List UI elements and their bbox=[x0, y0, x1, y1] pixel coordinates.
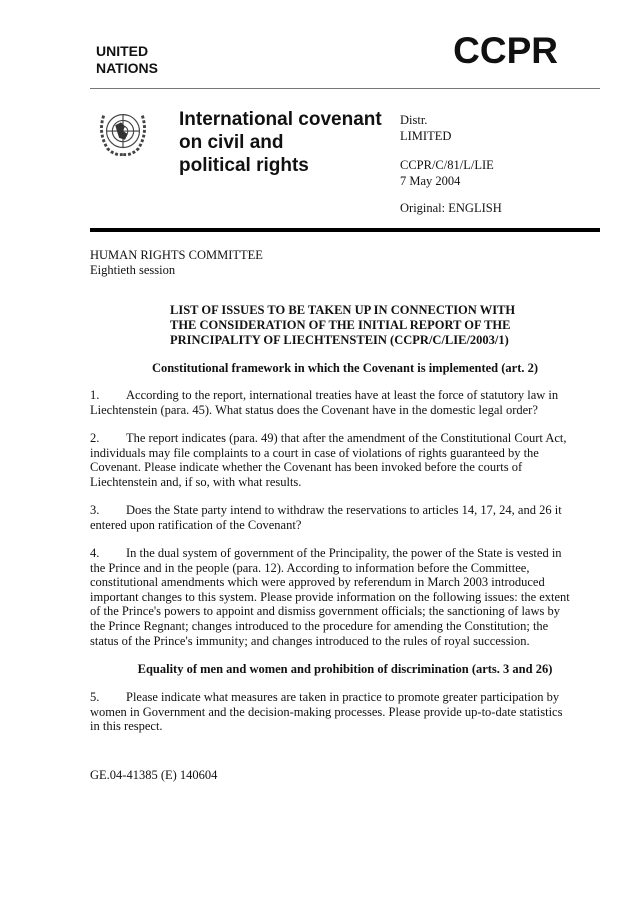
paragraph-text: In the dual system of government of the Principality, the power of the State is vested in bbox=[126, 546, 562, 560]
title-line: International covenant bbox=[179, 109, 382, 130]
organization-name bbox=[96, 43, 158, 77]
paragraph-text: constitutional amendments which were approved by referendum in March 2003 introduced bbox=[90, 575, 545, 590]
section-heading: Equality of men and women and prohibition of discrimination (arts. 3 and 26) bbox=[137, 662, 553, 676]
title-line: political rights bbox=[179, 155, 309, 176]
heading-line: LIST OF ISSUES TO BE TAKEN UP IN CONNECTION WITH bbox=[170, 303, 516, 317]
paragraph-text: The report indicates (para. 49) that after the amendment of the Constitutional Court Act, bbox=[126, 431, 567, 445]
paragraph-line bbox=[90, 561, 570, 576]
paragraph-text: in this respect. bbox=[90, 719, 163, 734]
paragraph-line bbox=[90, 518, 562, 533]
paragraph-line bbox=[90, 460, 567, 475]
paragraph-text: of the Prince's powers to appoint and dismiss government officials; the sanctioning of laws by bbox=[90, 604, 560, 619]
committee-name: HUMAN RIGHTS COMMITTEE bbox=[90, 248, 263, 262]
document-title bbox=[179, 108, 382, 177]
paragraph-text: status of the Prince's immunity; and changes introduced to the rules of royal succession. bbox=[90, 633, 530, 648]
paragraph-line bbox=[90, 446, 567, 461]
session: Eightieth session bbox=[90, 262, 176, 277]
paragraph-number: 4. bbox=[90, 546, 100, 560]
paragraph-line bbox=[90, 634, 570, 649]
divider bbox=[90, 88, 600, 89]
paragraph-line bbox=[90, 475, 567, 490]
paragraph-text: Liechtenstein (para. 45). What status does the Covenant have in the domestic legal order? bbox=[90, 402, 538, 417]
paragraph-line bbox=[90, 403, 558, 418]
paragraph-text: important changes to this system. Please provide information on the following issues: the extent bbox=[90, 589, 570, 604]
paragraph-text: the Prince and in the people (para. 12). According to information before the Committee, bbox=[90, 560, 530, 575]
paragraph-text: the Prince Regnant; changes introduced to the procedure for amending the Constitution; the bbox=[90, 618, 549, 633]
paragraph-text: Covenant. Please indicate whether the Covenant has been invoked before the courts of bbox=[90, 460, 523, 475]
paragraph-line bbox=[90, 388, 558, 403]
main-heading bbox=[170, 303, 515, 348]
doc-symbol: CCPR/C/81/L/LIE bbox=[400, 158, 494, 172]
paragraph-3 bbox=[90, 503, 562, 532]
footer-job-number: GE.04-41385 (E) 140604 bbox=[90, 768, 218, 782]
paragraph-line bbox=[90, 575, 570, 590]
paragraph-line bbox=[90, 590, 570, 605]
paragraph-text: Please indicate what measures are taken in practice to promote greater participation by bbox=[126, 690, 560, 704]
title-line: on civil and bbox=[179, 132, 284, 153]
distr-label: Distr. bbox=[400, 113, 428, 127]
paragraph-5 bbox=[90, 690, 562, 734]
paragraph-number: 2. bbox=[90, 431, 100, 445]
paragraph-line bbox=[90, 705, 562, 720]
paragraph-line bbox=[90, 604, 570, 619]
paragraph-text: According to the report, international treaties have at least the force of statutory law in bbox=[126, 388, 559, 402]
paragraph-number: 3. bbox=[90, 503, 100, 517]
heading-line: PRINCIPALITY OF LIECHTENSTEIN (CCPR/C/LIE/2003/1) bbox=[170, 333, 509, 347]
un-emblem-icon bbox=[94, 104, 152, 162]
paragraph-line bbox=[90, 431, 567, 446]
paragraph-line bbox=[90, 719, 562, 734]
symbol-date bbox=[400, 157, 494, 189]
paragraph-number: 5. bbox=[90, 690, 100, 704]
paragraph-line bbox=[90, 546, 570, 561]
paragraph-text: Liechtenstein and, if so, with what results. bbox=[90, 474, 302, 489]
heading-line: THE CONSIDERATION OF THE INITIAL REPORT OF THE bbox=[170, 318, 511, 332]
paragraph-line bbox=[90, 503, 562, 518]
org-line-1: UNITED bbox=[96, 43, 149, 59]
paragraph-line bbox=[90, 690, 562, 705]
document-symbol-large: CCPR bbox=[453, 30, 558, 71]
section-heading: Constitutional framework in which the Covenant is implemented (art. 2) bbox=[151, 361, 539, 375]
paragraph-text: individuals may file complaints to a court in case of violations of rights guaranteed by the bbox=[90, 445, 539, 460]
divider-thick bbox=[90, 228, 600, 232]
paragraph-text: women in Government and the decision-making processes. Please provide up-to-date statistics bbox=[90, 704, 563, 719]
paragraph-1 bbox=[90, 388, 558, 417]
doc-date: 7 May 2004 bbox=[400, 174, 461, 188]
paragraph-text: entered upon ratification of the Covenant? bbox=[90, 517, 302, 532]
paragraph-4 bbox=[90, 546, 570, 648]
original-language: Original: ENGLISH bbox=[400, 201, 502, 215]
committee-info bbox=[90, 248, 263, 277]
distr-value: LIMITED bbox=[400, 129, 452, 143]
paragraph-2 bbox=[90, 431, 567, 489]
paragraph-text: Does the State party intend to withdraw the reservations to articles 14, 17, 24, and 26 it bbox=[126, 503, 562, 517]
distribution bbox=[400, 112, 451, 144]
org-line-2: NATIONS bbox=[96, 60, 158, 76]
paragraph-number: 1. bbox=[90, 388, 100, 402]
paragraph-line bbox=[90, 619, 570, 634]
